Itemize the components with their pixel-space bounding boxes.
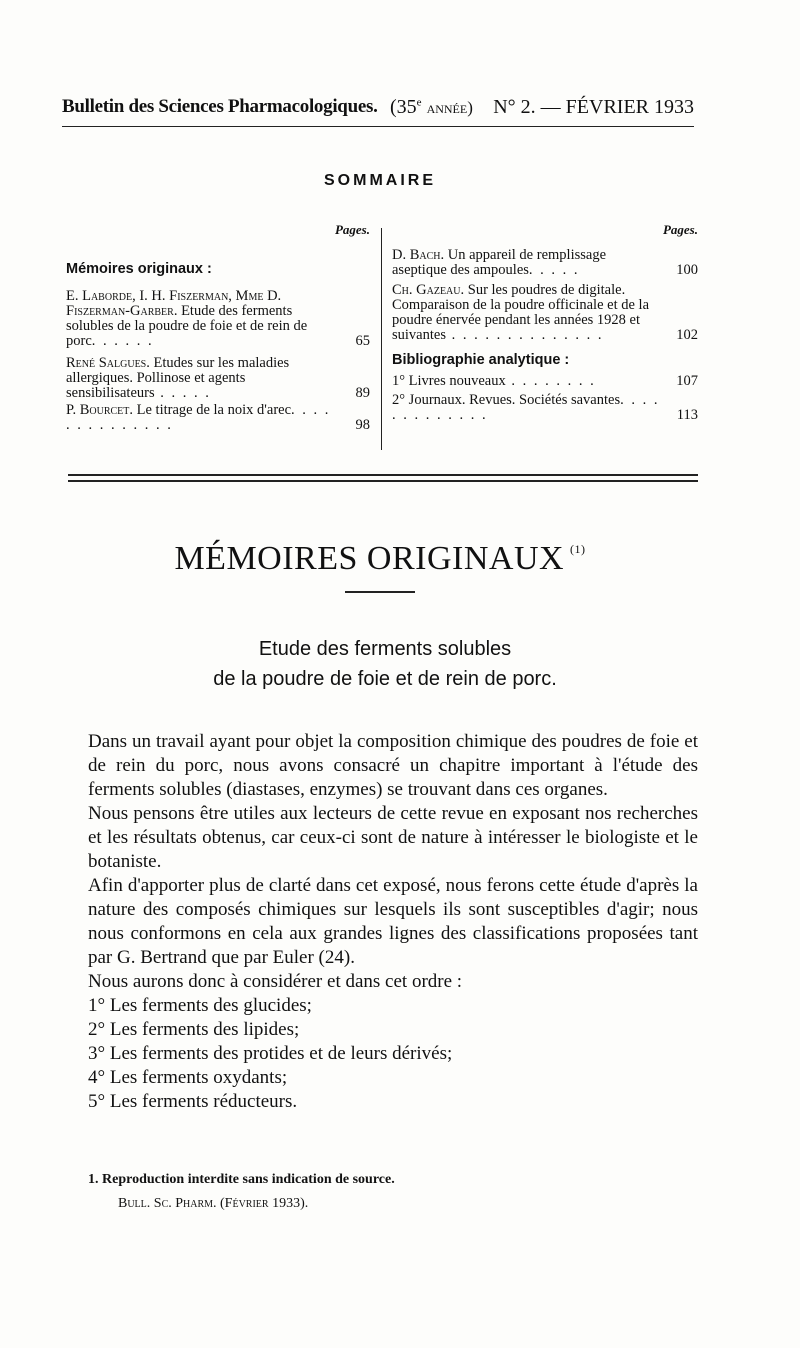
journal-name: Bulletin des Sciences Pharmacologiques. (62, 96, 378, 117)
list-item: 2° Les ferments des lipides; (88, 1019, 300, 1040)
footnote (88, 1168, 698, 1216)
toc-author: D. Bach. (392, 247, 445, 263)
toc-text: 1° Livres nouveaux (392, 373, 506, 389)
toc-author: P. Bourcet. (66, 402, 134, 418)
volume-number: (35 (390, 96, 417, 118)
section-double-rule (68, 474, 698, 482)
leader-dots: . . . . . (528, 262, 580, 278)
article-title-line1: Etude des ferments solubles (258, 638, 512, 660)
toc-entry[interactable] (392, 393, 698, 423)
toc-page: 107 (676, 373, 698, 389)
section-memoires: Mémoires originaux : (66, 261, 212, 277)
footnote-ref[interactable]: (1) (570, 542, 586, 556)
toc-page: 102 (676, 327, 698, 343)
footnote-note: 1. Reproduction interdite sans indication de source. (88, 1172, 395, 1187)
leader-dots: . . . . . . . . . . . . . . (445, 327, 604, 343)
toc-author: E. Laborde, I. H. Fiszerman, Mme D. Fiszerman-Garber. (66, 288, 282, 319)
volume-ordinal: e (416, 96, 422, 109)
paragraph: Nous aurons donc à considérer et dans cet ordre : (88, 971, 463, 992)
toc-text: Le titrage de la noix d'arec (136, 402, 292, 418)
paragraph: Afin d'apporter plus de clarté dans cet exposé, nous ferons cette étude d'après la nature des composés chimiques sur lesquels ils sont susceptibles d'agir; nous nous conformons en cela aux grandes lignes des classifications proposées tant par G. Bertrand que par Euler (24). (88, 875, 698, 968)
paragraph: Nous pensons être utiles aux lecteurs de cette revue en exposant nos recherches et les résultats obtenus, car ceux-ci sont de nature à intéresser le biologiste et le botaniste. (88, 803, 698, 872)
toc-text: Etudes sur les maladies allergiques. Pollinose et agents sensibilisateurs (66, 355, 290, 401)
toc-page: 89 (355, 385, 370, 401)
toc-entry[interactable] (66, 289, 370, 349)
article-body (88, 730, 698, 1114)
toc-page: 65 (355, 333, 370, 349)
leader-dots: . . . . . . . . (505, 373, 596, 389)
toc-text: 2° Journaux. Revues. Sociétés savantes (392, 392, 621, 408)
footnote-source: Bull. Sc. Pharm. (Février 1933). (118, 1196, 309, 1211)
list-item: 5° Les ferments réducteurs. (88, 1091, 298, 1112)
leader-dots: . . . . . . . . . . . . . (392, 392, 660, 423)
toc-text: Un appareil de remplissage aseptique des ampoules (392, 247, 606, 278)
sommaire-right-column (392, 222, 698, 423)
running-header (62, 96, 694, 122)
toc-entry[interactable] (392, 248, 698, 278)
toc-entry[interactable] (392, 374, 698, 389)
toc-author: René Salgues. (66, 355, 150, 371)
toc-page: 98 (355, 417, 370, 433)
issue-date: N° 2. — FÉVRIER 1933 (493, 96, 694, 118)
main-title (0, 540, 760, 578)
list-item: 1° Les ferments des glucides; (88, 995, 312, 1016)
list-item: 3° Les ferments des protides et de leurs dérivés; (88, 1043, 453, 1064)
article-title (0, 634, 770, 694)
main-title-text: MÉMOIRES ORIGINAUX (174, 540, 565, 577)
toc-text: Sur les poudres de digitale. Comparaison de la poudre officinale et de la poudre énervée pendant les années 1928 et suivantes (392, 282, 650, 343)
toc-text: Etude des ferments solubles de la poudre de foie et de rein de porc (66, 303, 308, 349)
toc-author: Ch. Gazeau. (392, 282, 465, 298)
sommaire-title: SOMMAIRE (324, 172, 436, 189)
toc-entry[interactable] (66, 403, 370, 433)
leader-dots: . . . . . . . . . . . . . . (66, 402, 331, 433)
sommaire-left-column (66, 222, 370, 433)
list-item: 4° Les ferments oxydants; (88, 1067, 288, 1088)
toc-entry[interactable] (66, 356, 370, 401)
toc-entry[interactable] (392, 283, 698, 343)
paragraph: Dans un travail ayant pour objet la composition chimique des poudres de foie et de rein du porc, nous avons consacré un chapitre important à l'étude des ferments solubles (diastases, enzymes) se trouvant dans ces organes. (88, 731, 698, 800)
volume-word: année) (426, 98, 473, 117)
pages-label-right: Pages. (662, 222, 698, 237)
title-rule (345, 591, 415, 593)
column-divider (381, 228, 382, 450)
pages-label-left: Pages. (334, 222, 370, 237)
article-title-line2: de la poudre de foie et de rein de porc. (213, 668, 557, 690)
volume-year (390, 96, 473, 119)
section-bibliographie: Bibliographie analytique : (392, 352, 570, 368)
toc-page: 100 (676, 262, 698, 278)
leader-dots: . . . . . (154, 385, 211, 401)
toc-page: 113 (676, 407, 698, 423)
header-rule (62, 126, 694, 127)
leader-dots: . . . . . . (91, 333, 154, 349)
